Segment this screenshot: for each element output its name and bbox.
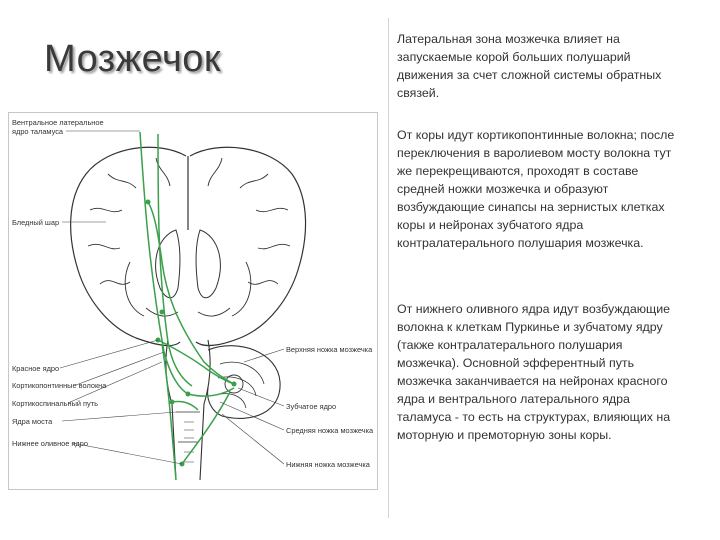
label-thalamus-2: ядро таламуса (12, 127, 64, 136)
diagram-svg (8, 112, 378, 490)
paragraph-lateral-zone: Латеральная зона мозжечка влияет на запускаемые корой больших полушарий движения за счет сложной системы обратных связей. (397, 32, 662, 100)
label-globus-pallidus: Бледный шар (12, 218, 60, 227)
label-superior-peduncle: Верхняя ножка мозжечка (286, 345, 373, 354)
paragraph-corticopontine: От коры идут кортикопонтинные волокна; после переключения в варолиевом мосту волокна тут же перекрещиваются, проходят в составе средней ножки мозжечка и образуют возбуждающие синапсы на зернистых клетках коры и нейронах зубчатого ядра контралатерального полушария мозжечка. (397, 128, 675, 250)
paragraph-olive-efferent: От нижнего оливного ядра идут возбуждающие волокна к клеткам Пуркинье и зубчатому ядру (также контралатерального полушария мозжечка). Основной эфферентный путь мозжечка заканчивается на нейронах красного ядра и вентрального латерального ядра таламуса - то есть на структурах, влияющих на моторную и премоторную зоны коры. (397, 302, 671, 442)
cerebellum-pathways-diagram (8, 112, 378, 490)
label-red-nucleus: Красное ядро (12, 364, 60, 373)
label-corticopontine: Кортикопонтинные волокна (12, 381, 107, 390)
slide-title: Мозжечок (44, 38, 222, 80)
label-inferior-olive: Нижнее оливное ядро (12, 439, 88, 448)
label-middle-peduncle: Средняя ножка мозжечка (286, 426, 374, 435)
label-thalamus: Вентральное латеральное (12, 118, 104, 127)
divider (388, 18, 389, 518)
label-inferior-peduncle: Нижняя ножка мозжечка (286, 460, 370, 469)
label-dentate: Зубчатое ядро (286, 402, 337, 411)
label-pons-nuclei: Ядра моста (12, 417, 53, 426)
label-corticospinal: Кортикоспинальный путь (12, 399, 98, 408)
